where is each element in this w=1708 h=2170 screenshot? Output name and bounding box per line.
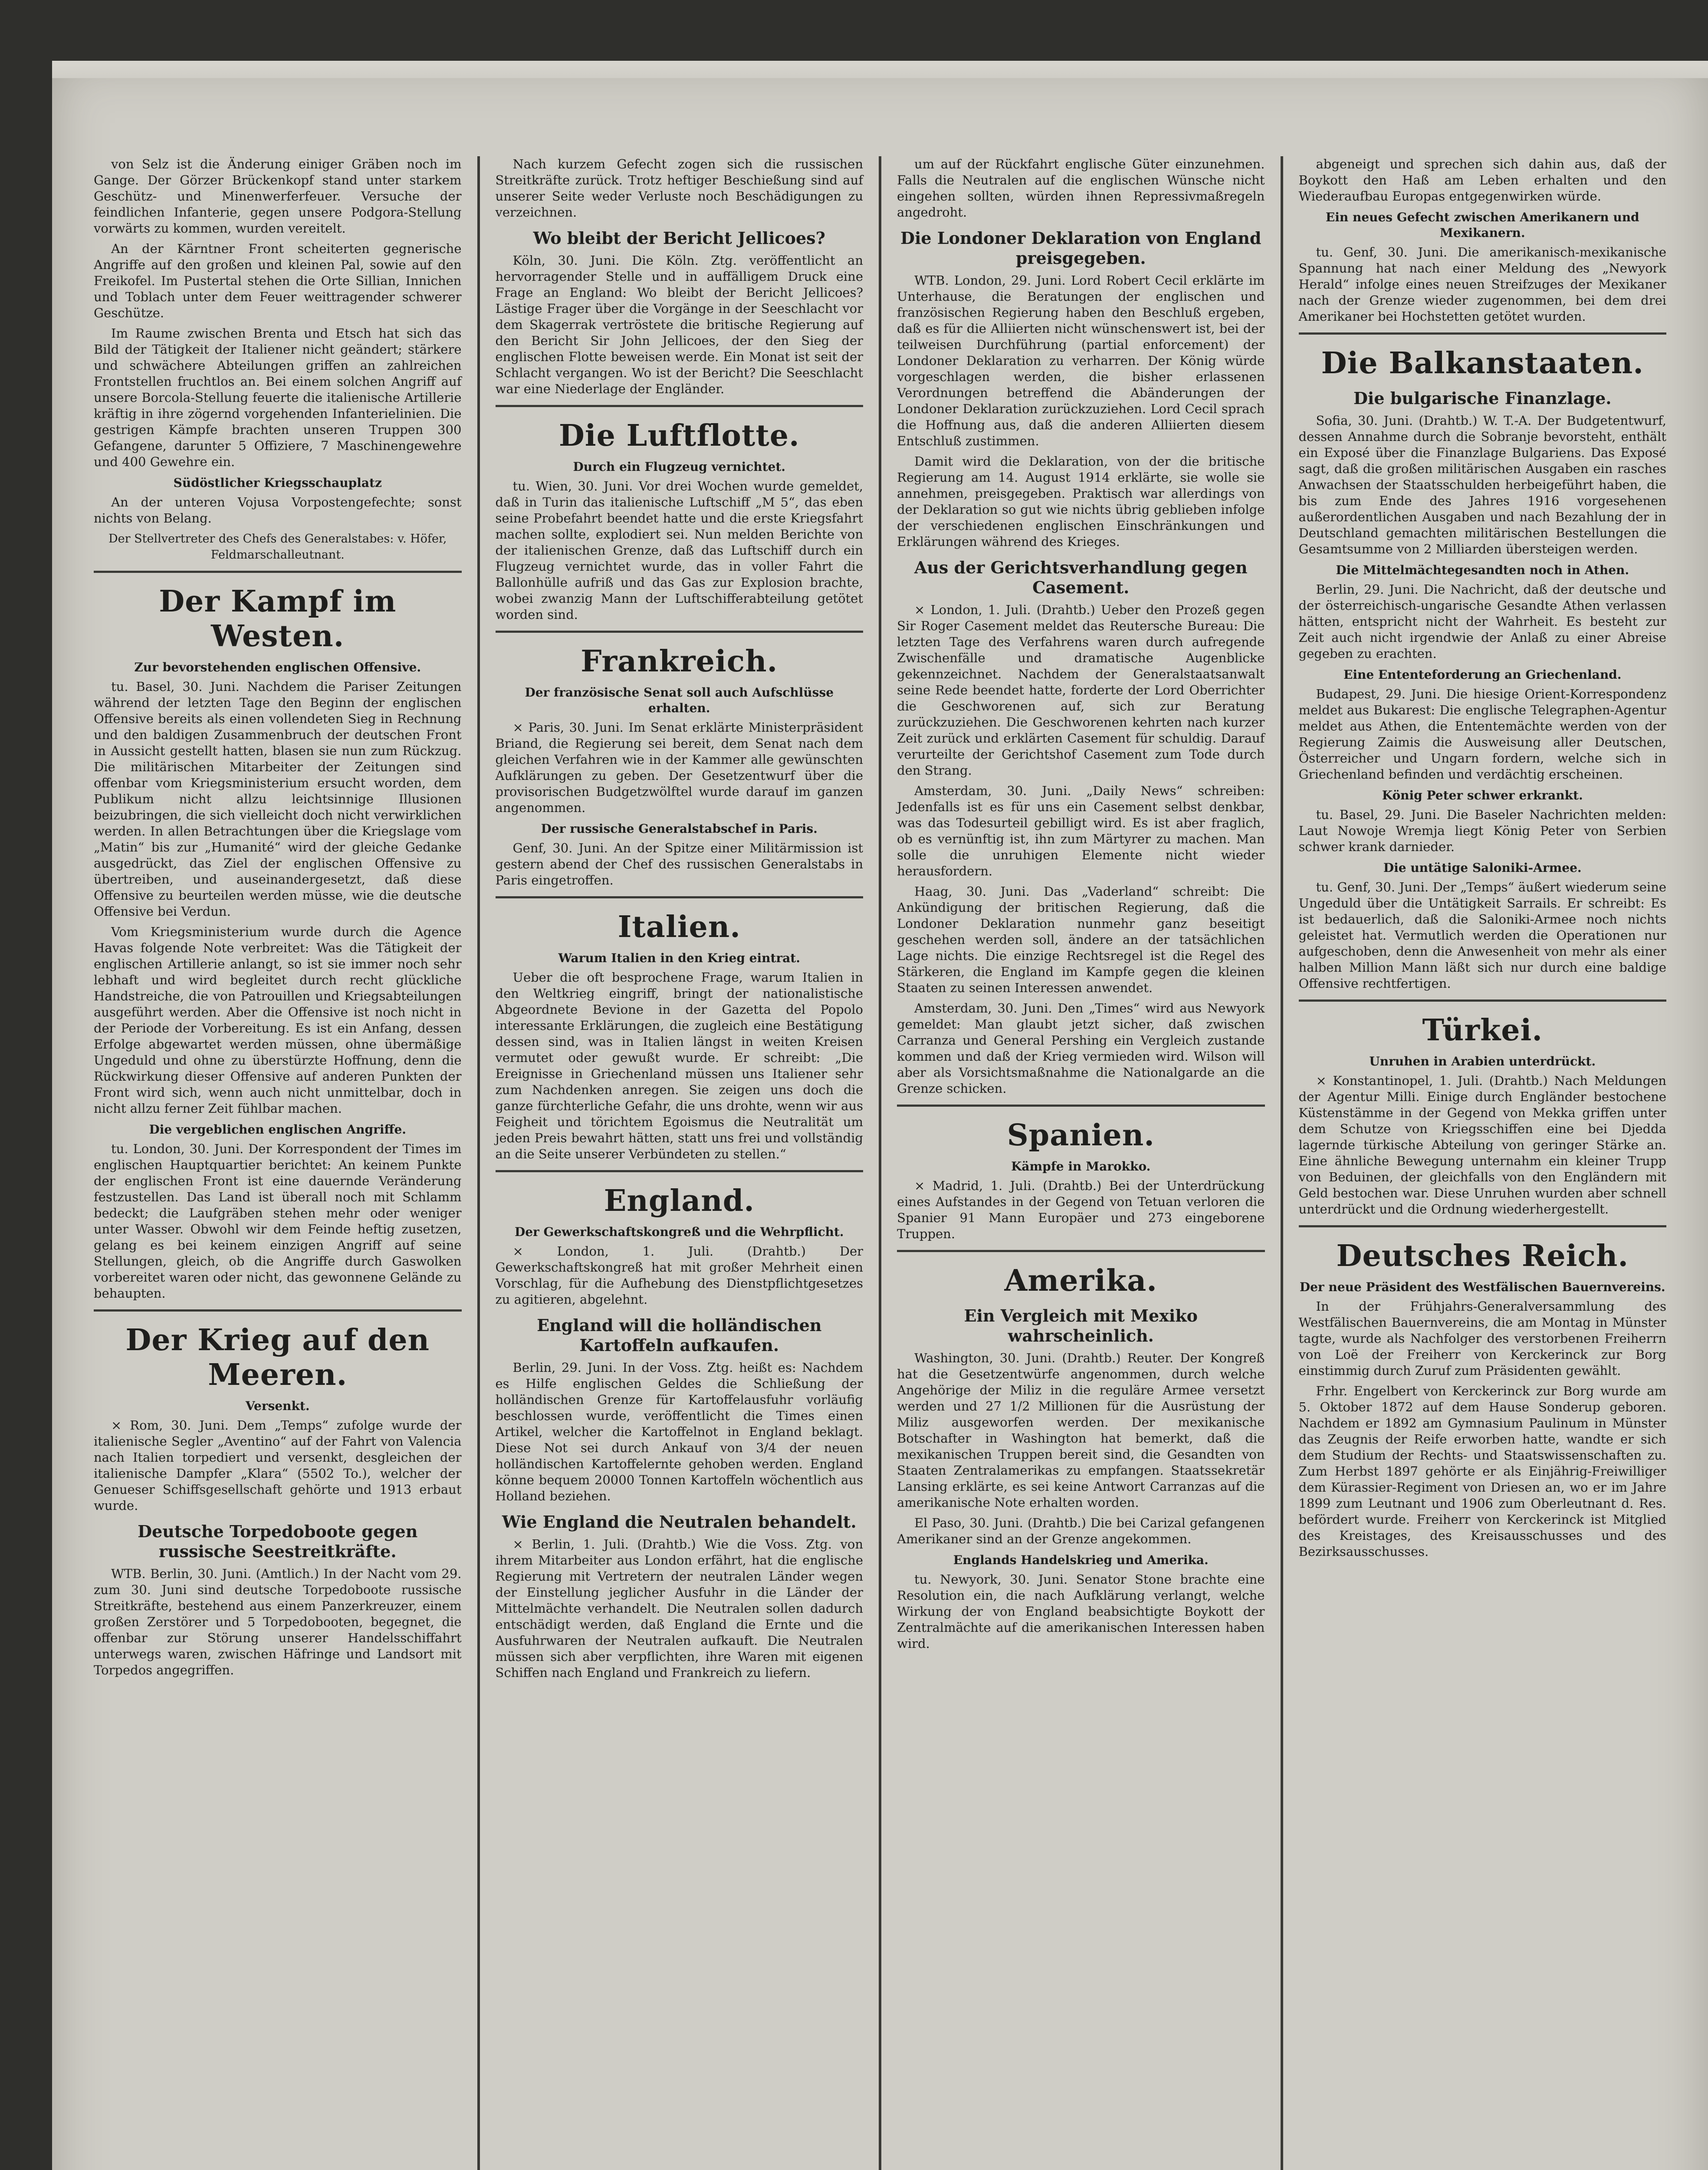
column-1 <box>78 156 480 2170</box>
article-paragraph: tu. Basel, 30. Juni. Nachdem die Pariser Zeitungen während der letzten Tage den Beginn der englischen Offensive bereits als einen vollendeten Sieg in Rechnung und den baldigen Zusammenbruch der deutschen Front in Aussicht gestellt hatten, blasen sie nun zum Rückzug. Die militärischen Mitarbeiter der Zeitungen sind offenbar vom Kriegsministerium ersucht worden, dem Publikum nicht allzu leichtsinnige Illusionen beizubringen, die sich vielleicht doch nicht verwirklichen werden. In allen Betrachtungen über die Kriegslage vom „Matin“ bis zur „Humanité“ wird der gleiche Gedanke ausgedrückt, das Ziel der englischen Offensive zu übertreiben, und auseinandergesetzt, daß diese Offensive zu beurteilen werden müsse, wie die deutsche Offensive bei Verdun. <box>94 679 462 919</box>
article-paragraph: Haag, 30. Juni. Das „Vaderland“ schreibt: Die Ankündigung der britischen Regierung, daß die Londoner Deklaration nunmehr ganz beseitigt geschehen werden soll, ändere an der tatsächlichen Lage nichts. Die einzige Rechtsregel ist die Regel des Stärkeren, die England im Kampfe gegen die kleinen Staaten zu seinen Interessen anwendet. <box>897 884 1265 995</box>
article-paragraph: um auf der Rückfahrt englische Güter einzunehmen. Falls die Neutralen auf die englischen Wünsche nicht eingehen sollten, würden ihnen Repressivmaßregeln angedroht. <box>897 157 1265 220</box>
article-paragraph: tu. Genf, 30. Juni. Die amerikanisch-mexikanische Spannung hat nach einer Meldung des „Newyork Herald“ infolge eines neuen Streifzuges der Mexikaner nach der Grenze wieder zugenommen, bei dem drei Amerikaner bei Hochstetten getötet wurden. <box>1298 245 1666 324</box>
article-paragraph: Sofia, 30. Juni. (Drahtb.) W. T.-A. Der Budgetentwurf, dessen Annahme durch die Sobranje bevorsteht, enthält ein Exposé über die Finanzlage Bulgariens. Das Exposé sagt, daß die großen militärischen Ausgaben ein rasches Anwachsen der Staatsschulden herbeigeführt haben, die bis zum Ende des Jahres 1916 vorgesehenen außerordentlichen Ausgaben und nach Bezahlung der in Deutschland gemachten militärischen Bestellungen die Gesamtsumme von 2 Milliarden übersteigen werden. <box>1298 413 1666 556</box>
article-headline: Aus der Gerichtsverhandlung gegen Casement. <box>914 558 1248 597</box>
article-subheadline: Zur bevorstehenden englischen Offensive. <box>134 660 421 674</box>
article-paragraph: Budapest, 29. Juni. Die hiesige Orient-Korrespondenz meldet aus Bukarest: Die englische Telegraphen-Agentur meldet aus Athen, die Ententemächte werden von der Regierung Zaimis die Ausweisung aller Deutschen, Österreicher und Ungarn fordern, welche sich in Griechenland befinden und verdächtig erscheinen. <box>1298 687 1666 782</box>
section-heading: Frankreich. <box>581 644 778 679</box>
article-subheadline: Durch ein Flugzeug vernichtet. <box>573 460 786 474</box>
article-subheadline: Die untätige Saloniki-Armee. <box>1383 861 1582 875</box>
section-heading: Spanien. <box>1007 1118 1155 1153</box>
article-headline: Ein Vergleich mit Mexiko wahrscheinlich. <box>964 1306 1198 1345</box>
article-paragraph: × London, 1. Juli. (Drahtb.) Der Gewerkschaftskongreß hat mit großer Mehrheit einen Vorschlag, für die Aufhebung des Dienstpflichtgesetzes zu agitieren, abgelehnt. <box>495 1244 863 1307</box>
signature-line: Der Stellvertreter des Chefs des Generalstabes: v. Höfer, Feldmarschalleutnant. <box>108 532 447 562</box>
article-paragraph: WTB. Berlin, 30. Juni. (Amtlich.) In der Nacht vom 29. zum 30. Juni sind deutsche Torpedoboote russische Streitkräfte, bestehend aus einem Panzerkreuzer, einem großen Zerstörer und 5 Torpedobooten, begegnet, die offenbar zur Störung unserer Handelsschiffahrt unterwegs waren, zwischen Häfringe und Landsort mit Torpedos angegriffen. <box>94 1566 462 1677</box>
article-paragraph: Berlin, 29. Juni. Die Nachricht, daß der deutsche und der österreichisch-ungarische Gesandte Athen verlassen hätten, entspricht nicht der Wahrheit. Es besteht zur Zeit auch nicht irgendwie der Anlaß zu einer Abreise gegeben zu erachten. <box>1298 582 1666 661</box>
column-rule <box>1299 1225 1667 1227</box>
article-paragraph: × London, 1. Juli. (Drahtb.) Ueber den Prozeß gegen Sir Roger Casement meldet das Reutersche Bureau: Die letzten Tage des Verfahrens waren durch aufregende Zwischenfälle und dramatische Augenblicke gekennzeichnet. Nachdem der Generalstaatsanwalt seine Rede beendet hatte, forderte der Lord Oberrichter die Geschworenen auf, sich zur Beratung zurückzuziehen. Die Geschworenen kehrten nach kurzer Zeit zurück und erklärten Casement für schuldig. Darauf verurteilte der Gerichtshof Casement zum Tode durch den Strang. <box>897 602 1265 778</box>
article-paragraph: × Madrid, 1. Juli. (Drahtb.) Bei der Unterdrückung eines Aufstandes in der Gegend von Tetuan verloren die Spanier 91 Mann Europäer und 273 eingeborene Truppen. <box>897 1178 1265 1241</box>
column-rule <box>496 631 864 633</box>
column-rule <box>897 1105 1265 1107</box>
article-paragraph: Amsterdam, 30. Juni. „Daily News“ schreiben: Jedenfalls ist es für uns ein Casement selbst denkbar, was das Todesurteil gebilligt wird. Es ist aber fraglich, ob es vernünftig ist, ihn zum Märtyrer zu machen. Man solle die unruhigen Elemente nicht wieder herausfordern. <box>897 783 1265 878</box>
article-headline: England will die holländischen Kartoffeln aufkaufen. <box>537 1315 822 1355</box>
article-paragraph: × Berlin, 1. Juli. (Drahtb.) Wie die Voss. Ztg. von ihrem Mitarbeiter aus London erfährt, hat die englische Regierung mit Vertretern der neutralen Länder wegen der Einstellung jeglicher Ausfuhr in die Länder der Mittelmächte verhandelt. Die Neutralen sollen dadurch entschädigt werden, daß England die Ernte und die Ausfuhrwaren der Neutralen aufkauft. Die Neutralen müssen sich aber verpflichten, ihre Waren mit eigenen Schiffen nach England und Frankreich zu liefern. <box>495 1537 863 1680</box>
article-paragraph: Genf, 30. Juni. An der Spitze einer Militärmission ist gestern abend der Chef des russischen Generalstabs in Paris eingetroffen. <box>495 841 863 888</box>
article-subheadline: Der neue Präsident des Westfälischen Bauernvereins. <box>1299 1280 1665 1294</box>
article-paragraph: × Konstantinopel, 1. Juli. (Drahtb.) Nach Meldungen der Agentur Milli. Einige durch Engländer bestochene Küstenstämme in der Gegend von Mekka griffen unter dem Schutze von Kriegsschiffen eine bei Djedda lagernde türkische Abteilung von geringer Stärke an. Eine ähnliche Bewegung unternahm ein kleiner Trupp von Beduinen, der gleichfalls von den Engländern mit Geld bestochen war. Diese Unruhen wurden aber schnell unterdrückt und die Ordnung wiederhergestellt. <box>1298 1073 1666 1217</box>
section-heading: Der Kampf im Westen. <box>159 584 397 654</box>
article-subheadline: Englands Handelskrieg und Amerika. <box>953 1553 1209 1567</box>
section-heading: Deutsches Reich. <box>1336 1239 1629 1273</box>
column-rule <box>1299 332 1667 335</box>
article-paragraph: WTB. London, 29. Juni. Lord Robert Cecil erklärte im Unterhause, die Beratungen der englischen und französischen Regierung haben den Beschluß ergeben, daß es für die Alliierten nicht wünschenswert ist, bei der teilweisen Durchführung (partial enforcement) der Londoner Deklaration zu verharren. Der König würde vorgeschlagen werden, die bisher erlassenen Verordnungen betreffend die Abänderungen der Londoner Deklaration zurückzuziehen. Lord Cecil sprach die Hoffnung aus, daß die anderen Alliierten diesem Entschluß zustimmen. <box>897 273 1265 448</box>
column-4 <box>1283 156 1682 2170</box>
article-headline: Wie England die Neutralen behandelt. <box>502 1512 857 1532</box>
article-subheadline: Die vergeblichen englischen Angriffe. <box>149 1122 407 1137</box>
article-paragraph: × Rom, 30. Juni. Dem „Temps“ zufolge wurde der italienische Segler „Aventino“ auf der Fahrt von Valencia nach Italien torpediert und versenkt, desgleichen der italienische Dampfer „Klara“ (5502 To.), welcher der Genueser Schiffsgesellschaft gehörte und 1913 erbaut wurde. <box>94 1418 462 1513</box>
article-paragraph: An der unteren Vojusa Vorpostengefechte; sonst nichts von Belang. <box>94 495 462 526</box>
article-subheadline: Die Mittelmächtegesandten noch in Athen. <box>1336 563 1629 577</box>
article-paragraph: tu. Wien, 30. Juni. Vor drei Wochen wurde gemeldet, daß in Turin das italienische Luftschiff „M 5“, das eben seine Probefahrt beendet hatte und die erste Kriegsfahrt machen sollte, explodiert sei. Nun melden Berichte von der italienischen Grenze, daß das Luftschiff durch ein Flugzeug vernichtet wurde, das in voller Fahrt die Ballonhülle aufriß und das Gas zur Explosion brachte, wobei zwanzig Mann der Luftschifferabteilung getötet worden sind. <box>495 479 863 622</box>
column-rule <box>897 1250 1265 1252</box>
article-paragraph: Washington, 30. Juni. (Drahtb.) Reuter. Der Kongreß hat die Gesetzentwürfe angenommen, durch welche Angehörige der Miliz in die reguläre Armee versetzt werden und 27 1/2 Millionen für die Ausrüstung der Miliz ausgeworfen werden. Der mexikanische Botschafter in Washington hat bemerkt, daß die mexikanischen Truppen bereit sind, die Gesandten von Staaten Zentralamerikas zu empfangen. Staatssekretär Lansing erklärte, es sei keine Antwort Carranzas auf die amerikanische Note erhalten worden. <box>897 1351 1265 1510</box>
article-paragraph: In der Frühjahrs-Generalversammlung des Westfälischen Bauernvereins, die am Montag in Münster tagte, wurde als Nachfolger des verstorbenen Freiherrn von Loë der Freiherr von Kerckerinck zur Borg einstimmig durch Zuruf zum Präsidenten gewählt. <box>1298 1299 1666 1378</box>
section-heading: England. <box>604 1184 755 1218</box>
section-heading: Türkei. <box>1422 1013 1543 1048</box>
article-subheadline: König Peter schwer erkrankt. <box>1382 788 1583 802</box>
article-paragraph: El Paso, 30. Juni. (Drahtb.) Die bei Carizal gefangenen Amerikaner sind an der Grenze angekommen. <box>897 1516 1265 1546</box>
article-paragraph: Vom Kriegsministerium wurde durch die Agence Havas folgende Note verbreitet: Was die Tätigkeit der englischen Artillerie anlangt, so ist sie immer noch sehr lebhaft und wird begleitet durch recht glückliche Handstreiche, die von Patrouillen und Kriegsabteilungen ausgeführt werden. Aber die Offensive ist noch nicht in der Periode der Vorbereitung. Es ist ein Anfang, dessen Erfolge abgewartet werden müssen, ohne übermäßige Ungeduld und ohne zu überstürzte Hoffnung, denn die Rückwirkung dieser Offensive auf anderen Punkten der Front wird sich, wenn auch nicht unmittelbar, doch in nicht allzu ferner Zeit fühlbar machen. <box>94 924 462 1116</box>
column-rule <box>94 571 462 573</box>
article-subheadline: Ein neues Gefecht zwischen Amerikanern und Mexikanern. <box>1325 210 1639 240</box>
column-3 <box>881 156 1283 2170</box>
article-paragraph: Köln, 30. Juni. Die Köln. Ztg. veröffentlicht an hervorragender Stelle und in auffälligem Druck eine Frage an England: Wo bleibt der Bericht Jellicoes? Lästige Frager über die Vorgänge in der Seeschlacht vor dem Skagerrak vertröstete die britische Regierung auf den Bericht Sir John Jellicoes, der den Sieg der englischen Flotte beweisen werde. Ein Monat ist seit der Schlacht vergangen. Wo ist der Bericht? Die Seeschlacht war eine Niederlage der Engländer. <box>495 253 863 396</box>
article-paragraph: Im Raume zwischen Brenta und Etsch hat sich das Bild der Tätigkeit der Italiener nicht geändert; stärkere und schwächere Abteilungen griffen an zahlreichen Frontstellen fruchtlos an. Bei einem solchen Angriff auf unsere Borcola-Stellung feuerte die italienische Artillerie kräftig in ihre zögernd vorgehenden Infanterielinien. Die gestrigen Kämpfe brachten unseren Truppen 300 Gefangene, darunter 5 Offiziere, 7 Maschinengewehre und 400 Gewehre ein. <box>94 326 462 469</box>
section-heading: Die Balkanstaaten. <box>1321 346 1644 381</box>
section-heading: Amerika. <box>1004 1263 1157 1298</box>
article-paragraph: Damit wird die Deklaration, von der die britische Regierung am 14. August 1914 erklärte, sie wolle sie annehmen, preisgegeben. Praktisch war allerdings von der Deklaration so gut wie nichts übrig geblieben infolge der verschiedenen englischen Einschränkungen und Erklärungen während des Krieges. <box>897 454 1265 549</box>
article-paragraph: An der Kärntner Front scheiterten gegnerische Angriffe auf den großen und kleinen Pal, sowie auf den Freikofel. Im Pustertal stehen die Orte Sillian, Innichen und Toblach unter dem Feuer weittragender schwerer Geschütze. <box>94 241 462 320</box>
article-subheadline: Kämpfe in Marokko. <box>1011 1159 1151 1174</box>
article-paragraph: abgeneigt und sprechen sich dahin aus, daß der Boykott den Haß am Leben erhalten und den Wiederaufbau Europas entgegenwirken würde. <box>1298 157 1666 204</box>
article-paragraph: tu. London, 30. Juni. Der Korrespondent der Times im englischen Hauptquartier berichtet: An keinem Punkte der englischen Front ist eine dauernde Veränderung festzustellen. Das Land ist überall noch mit Schlamm bedeckt; die Laufgräben stehen mehr oder weniger unter Wasser. Obwohl wir dem Feinde heftig zusetzen, gelang es bei keinem einzigen Angriff auf seine Stellungen, gleich, ob die Angriffe durch Gaswolken vorbereitet waren oder nicht, das gewonnene Gelände zu behaupten. <box>94 1141 462 1301</box>
column-rule <box>496 896 864 898</box>
article-subheadline: Der russische Generalstabschef in Paris. <box>541 822 818 836</box>
column-rule <box>1299 1000 1667 1002</box>
article-subheadline: Unruhen in Arabien unterdrückt. <box>1369 1054 1596 1069</box>
article-paragraph: tu. Newyork, 30. Juni. Senator Stone brachte eine Resolution ein, die nach Aufklärung verlangt, welche Wirkung der von England beabsichtigte Boykott der Zentralmächte auf die amerikanischen Interessen haben wird. <box>897 1572 1265 1651</box>
article-paragraph: Nach kurzem Gefecht zogen sich die russischen Streitkräfte zurück. Trotz heftiger Beschießung sind auf unserer Seite weder Verluste noch Beschädigungen zu verzeichnen. <box>495 157 863 220</box>
article-paragraph: von Selz ist die Änderung einiger Gräben noch im Gange. Der Görzer Brückenkopf stand unter starkem Geschütz- und Minenwerferfeuer. Versuche der feindlichen Infanterie, gegen unsere Podgora-Stellung vorwärts zu kommen, wurden vereitelt. <box>94 157 462 236</box>
article-headline: Die Londoner Deklaration von England preisgegeben. <box>900 228 1261 268</box>
column-rule <box>496 405 864 407</box>
column-container <box>78 156 1682 2170</box>
section-heading: Der Krieg auf den Meeren. <box>125 1323 430 1392</box>
column-rule <box>94 1309 462 1312</box>
section-heading: Italien. <box>618 910 741 944</box>
article-headline: Die bulgarische Finanzlage. <box>1353 388 1612 408</box>
article-headline: Wo bleibt der Bericht Jellicoes? <box>533 228 825 248</box>
article-paragraph: × Paris, 30. Juni. Im Senat erklärte Ministerpräsident Briand, die Regierung sei bereit, dem Senat nach dem gleichen Verfahren wie in der Kammer alle gewünschten Aufklärungen zu geben. Der Gesetzentwurf über die provisorischen Budgetzwölftel wurde darauf im ganzen angenommen. <box>495 720 863 815</box>
article-paragraph: Ueber die oft besprochene Frage, warum Italien in den Weltkrieg eingriff, bringt der nationalistische Abgeordnete Bevione in der Gazetta del Popolo interessante Erklärungen, die zugleich eine Bestätigung dessen sind, was in Italien längst in weiten Kreisen vermutet oder gewußt wurde. Er schreibt: „Die Ereignisse in Griechenland müssen uns Italiener sehr zum Nachdenken anregen. Sie zeigen uns doch die ganze fürchterliche Gefahr, die uns drohte, wenn wir aus Feigheit und törichtem Egoismus die Neutralität um jeden Preis bewahrt hätten, statt uns frei und vollständig an die Seite unserer Verbündeten zu stellen.“ <box>495 970 863 1161</box>
article-paragraph: tu. Genf, 30. Juni. Der „Temps“ äußert wiederum seine Ungeduld über die Untätigkeit Sarrails. Er schreibt: Es ist bedauerlich, daß die Saloniki-Armee noch nichts geleistet hat. Vermutlich werden die Operationen nur aufgeschoben, denn die Anwesenheit von mehr als einer halben Million Mann läßt sich nur durch eine baldige Offensive rechtfertigen. <box>1298 880 1666 991</box>
article-paragraph: Berlin, 29. Juni. In der Voss. Ztg. heißt es: Nachdem es Hilfe englischen Geldes die Schließung der holländischen Grenze für Kartoffelausfuhr vorläufig beschlossen wurde, veröffentlicht die Times einen Artikel, welcher die Kartoffelnot in England beklagt. Diese Not sei durch Ankauf von 3/4 der neuen holländischen Kartoffelernte gehoben werden. England könne bequem 20000 Tonnen Kartoffeln wöchentlich aus Holland beziehen. <box>495 1360 863 1503</box>
newspaper-page <box>52 61 1708 2170</box>
article-subheadline: Südöstlicher Kriegsschauplatz <box>173 476 382 490</box>
column-2 <box>480 156 882 2170</box>
torn-top-edge <box>52 61 1708 78</box>
column-rule <box>496 1170 864 1172</box>
article-subheadline: Warum Italien in den Krieg eintrat. <box>558 951 800 965</box>
article-paragraph: tu. Basel, 29. Juni. Die Baseler Nachrichten melden: Laut Nowoje Wremja liegt König Peter von Serbien schwer krank darnieder. <box>1298 807 1666 854</box>
article-subheadline: Der Gewerkschaftskongreß und die Wehrpflicht. <box>514 1225 844 1239</box>
article-subheadline: Der französische Senat soll auch Aufschlüsse erhalten. <box>525 685 834 715</box>
article-subheadline: Versenkt. <box>245 1399 310 1413</box>
article-subheadline: Eine Ententeforderung an Griechenland. <box>1343 667 1622 682</box>
article-paragraph: Amsterdam, 30. Juni. Den „Times“ wird aus Newyork gemeldet: Man glaubt jetzt sicher, daß zwischen Carranza und General Pershing ein Vergleich zustande kommen und daß der Krieg vermieden wird. Wilson will aber als Vorsichtsmaßnahme die Nationalgarde an die Grenze schicken. <box>897 1001 1265 1096</box>
section-heading: Die Luftflotte. <box>558 418 800 453</box>
article-headline: Deutsche Torpedoboote gegen russische Seestreitkräfte. <box>138 1522 418 1561</box>
article-paragraph: Frhr. Engelbert von Kerckerinck zur Borg wurde am 5. Oktober 1872 auf dem Hause Sonderup geboren. Nachdem er 1892 am Gymnasium Paulinum in Münster das Zeugnis der Reife erworben hatte, wandte er sich dem Studium der Rechts- und Staatswissenschaften zu. Zum Herbst 1897 gehörte er als Einjährig-Freiwilliger dem Kürassier-Regiment von Driesen an, wo er im Jahre 1899 zum Leutnant und 1906 zum Oberleutnant d. Res. befördert wurde. Freiherr von Kerckerinck ist Mitglied des Kreistages, des Kreisausschusses und des Bezirksausschusses. <box>1298 1384 1666 1559</box>
